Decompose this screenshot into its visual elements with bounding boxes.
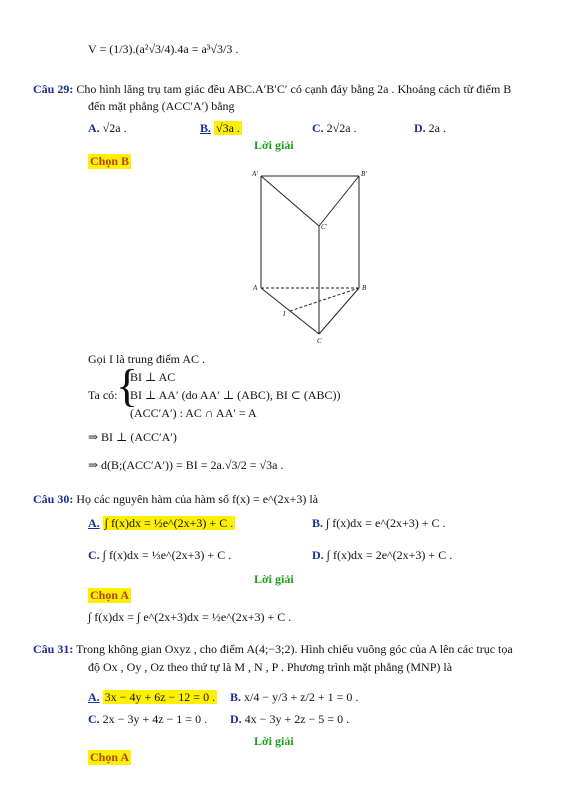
q30-solution-title: Lời giải bbox=[254, 572, 294, 586]
option-text: 2√2a . bbox=[326, 121, 357, 135]
option-letter: A. bbox=[88, 121, 100, 135]
option-text: ∫ f(x)dx = ⅓e^(2x+3) + C . bbox=[102, 548, 232, 562]
option-letter: B. bbox=[230, 690, 242, 704]
option-text: √3a . bbox=[216, 121, 240, 135]
option-text: 3x − 4y + 6z − 12 = 0 . bbox=[104, 690, 216, 704]
option-letter: C. bbox=[88, 712, 100, 726]
q29-option-b[interactable] bbox=[200, 121, 242, 136]
q29-option-c[interactable] bbox=[312, 121, 357, 136]
question-29-stem bbox=[33, 82, 511, 97]
prism-figure bbox=[246, 166, 386, 346]
edge-b1c1 bbox=[319, 176, 359, 226]
option-text: 2a . bbox=[428, 121, 446, 135]
q29-sol-line-7: ⇒ d(B;(ACC′A′)) = BI = 2a.√3/2 = √3a . bbox=[88, 458, 284, 472]
q31-option-a[interactable] bbox=[88, 690, 217, 705]
question-30-stem bbox=[33, 492, 318, 507]
option-letter: D. bbox=[230, 712, 242, 726]
q30-option-d[interactable] bbox=[312, 548, 452, 563]
q30-option-c[interactable] bbox=[88, 548, 231, 563]
question-30-label: Câu 30: bbox=[33, 492, 74, 506]
q31-choice: Chọn A bbox=[90, 750, 130, 764]
question-31-label: Câu 31: bbox=[33, 642, 74, 656]
option-letter: C. bbox=[312, 121, 324, 135]
question-29-text-1: Cho hình lăng trụ tam giác đều ABC.A′B′C′ có cạnh đáy bằng 2a . Khoảng cách từ điểm B bbox=[76, 82, 512, 96]
system-brace: { bbox=[116, 360, 139, 411]
option-text: ∫ f(x)dx = ½e^(2x+3) + C . bbox=[104, 516, 234, 530]
q30-option-b[interactable] bbox=[312, 516, 446, 531]
option-text: √2a . bbox=[102, 121, 127, 135]
q29-sol-line-1: Gọi I là trung điểm AC . bbox=[88, 352, 205, 366]
edge-a1c1 bbox=[261, 176, 319, 226]
option-text: ∫ f(x)dx = 2e^(2x+3) + C . bbox=[326, 548, 453, 562]
option-text: 4x − 3y + 2z − 5 = 0 . bbox=[244, 712, 350, 726]
label-c: C bbox=[317, 337, 322, 345]
question-29-label: Câu 29: bbox=[33, 82, 74, 96]
option-letter: D. bbox=[414, 121, 426, 135]
question-29-text-2: đến mặt phẳng (ACC′A′) bằng bbox=[88, 99, 235, 113]
label-a1: A' bbox=[252, 170, 258, 178]
q29-option-a[interactable] bbox=[88, 121, 127, 136]
option-letter: A. bbox=[88, 690, 100, 704]
q31-option-b[interactable] bbox=[230, 690, 358, 705]
q29-sol-line-2: Ta có: bbox=[88, 388, 118, 402]
q30-choice: Chọn A bbox=[90, 588, 130, 602]
question-31-text-2: độ Ox , Oy , Oz theo thứ tự là M , N , P . Phương trình mặt phẳng (MNP) là bbox=[88, 660, 453, 674]
question-31-stem bbox=[33, 642, 513, 657]
label-a: A bbox=[253, 284, 258, 292]
q31-solution-title: Lời giải bbox=[254, 734, 294, 748]
volume-formula: V = (1/3).(a²√3/4).4a = a³√3/3 . bbox=[88, 42, 239, 56]
option-letter: A. bbox=[88, 516, 100, 530]
option-letter: C. bbox=[88, 548, 100, 562]
label-b1: B' bbox=[361, 170, 367, 178]
label-i: I bbox=[283, 310, 286, 318]
option-letter: B. bbox=[200, 121, 212, 135]
q29-sol-line-5: (ACC′A′) : AC ∩ AA′ = A bbox=[130, 406, 257, 420]
option-text: 2x − 3y + 4z − 1 = 0 . bbox=[102, 712, 208, 726]
option-text: ∫ f(x)dx = e^(2x+3) + C . bbox=[326, 516, 446, 530]
label-c1: C' bbox=[321, 223, 328, 231]
q29-solution-title: Lời giải bbox=[254, 138, 294, 152]
q30-sol-line: ∫ f(x)dx = ∫ e^(2x+3)dx = ½e^(2x+3) + C . bbox=[88, 610, 292, 624]
question-30-text: Họ các nguyên hàm của hàm số f(x) = e^(2x+3) là bbox=[76, 492, 319, 506]
option-letter: D. bbox=[312, 548, 324, 562]
q29-sol-line-6: ⇒ BI ⊥ (ACC′A′) bbox=[88, 430, 177, 444]
q31-option-c[interactable] bbox=[88, 712, 207, 727]
q31-option-d[interactable] bbox=[230, 712, 349, 727]
option-text: x/4 − y/3 + z/2 + 1 = 0 . bbox=[244, 690, 359, 704]
q29-sol-line-4: BI ⊥ AA′ (do AA′ ⊥ (ABC), BI ⊂ (ABC)) bbox=[130, 388, 341, 402]
label-b: B bbox=[362, 284, 367, 292]
question-31-text-1: Trong không gian Oxyz , cho điểm A(4;−3;2). Hình chiếu vuông góc của A lên các trục tọa bbox=[76, 642, 513, 656]
option-letter: B. bbox=[312, 516, 324, 530]
q29-sol-line-3: BI ⊥ AC bbox=[130, 370, 176, 384]
q29-choice: Chọn B bbox=[90, 154, 130, 168]
q30-option-a[interactable] bbox=[88, 516, 235, 531]
q29-option-d[interactable] bbox=[414, 121, 446, 136]
